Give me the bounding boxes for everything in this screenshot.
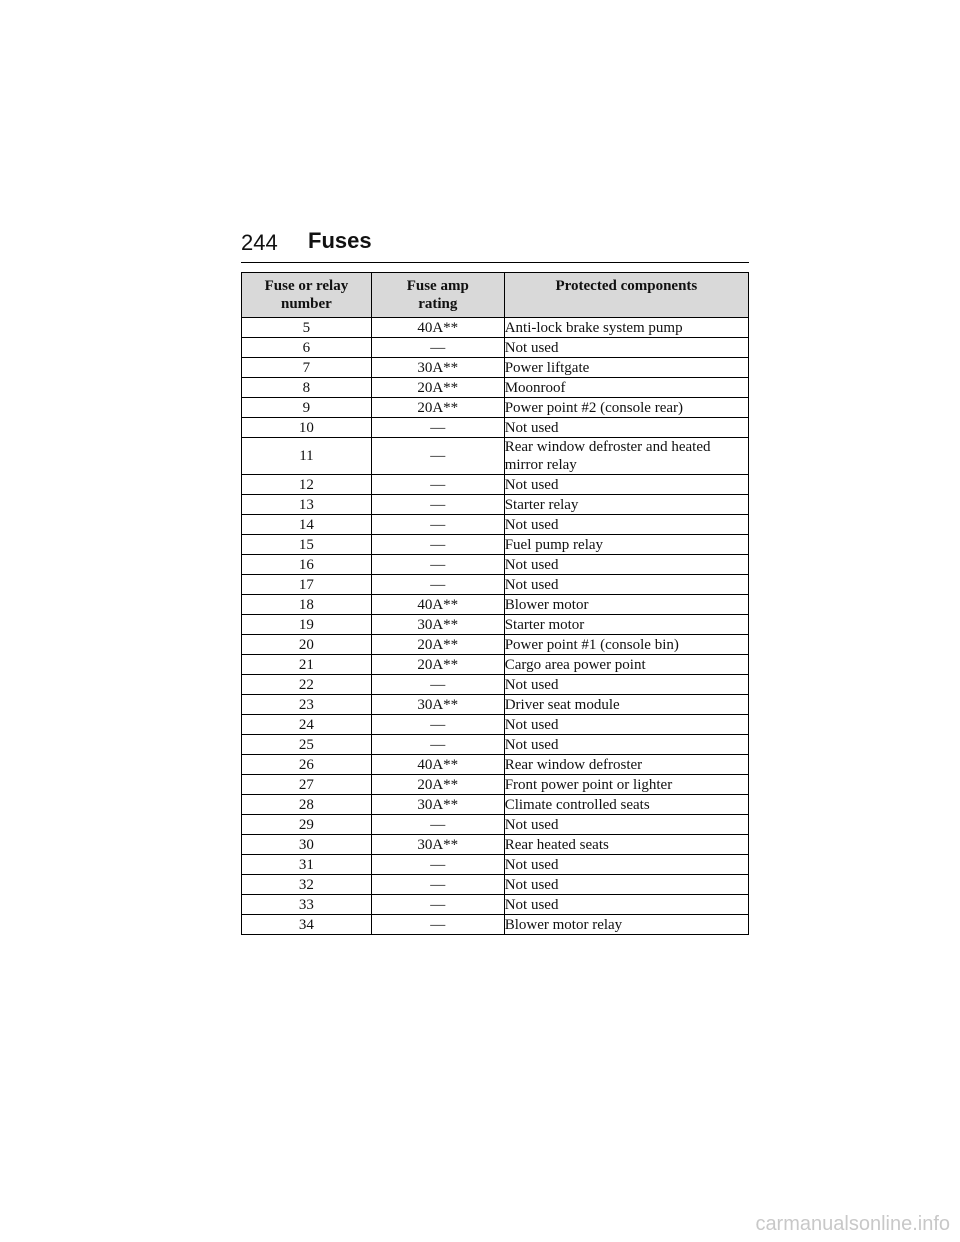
protected-component-cell: Anti-lock brake system pump xyxy=(504,318,748,338)
fuse-number-cell: 11 xyxy=(242,438,372,475)
amp-rating-cell: 20A** xyxy=(371,635,504,655)
amp-rating-cell: — xyxy=(371,495,504,515)
table-row xyxy=(242,318,749,338)
fuse-number-cell: 34 xyxy=(242,915,372,935)
protected-component-cell: Rear heated seats xyxy=(504,835,748,855)
protected-component-cell: Not used xyxy=(504,575,748,595)
table-row xyxy=(242,735,749,755)
protected-component-cell: Power liftgate xyxy=(504,358,748,378)
amp-rating-cell: 20A** xyxy=(371,398,504,418)
protected-component-cell: Not used xyxy=(504,715,748,735)
amp-rating-cell: — xyxy=(371,895,504,915)
table-row xyxy=(242,635,749,655)
column-header-amp-rating: Fuse amp rating xyxy=(371,273,504,318)
table-row xyxy=(242,815,749,835)
fuse-number-cell: 18 xyxy=(242,595,372,615)
page-number: 244 xyxy=(241,230,278,255)
amp-rating-cell: 40A** xyxy=(371,755,504,775)
protected-component-cell: Driver seat module xyxy=(504,695,748,715)
amp-rating-cell: — xyxy=(371,735,504,755)
protected-component-cell: Blower motor relay xyxy=(504,915,748,935)
table-row xyxy=(242,675,749,695)
table-row xyxy=(242,438,749,475)
amp-rating-cell: 40A** xyxy=(371,318,504,338)
fuse-number-cell: 21 xyxy=(242,655,372,675)
amp-rating-cell: — xyxy=(371,915,504,935)
protected-component-cell: Not used xyxy=(504,735,748,755)
protected-component-cell: Power point #2 (console rear) xyxy=(504,398,748,418)
fuse-number-cell: 10 xyxy=(242,418,372,438)
amp-rating-cell: — xyxy=(371,338,504,358)
table-row xyxy=(242,715,749,735)
amp-rating-cell: 30A** xyxy=(371,695,504,715)
amp-rating-cell: — xyxy=(371,815,504,835)
amp-rating-cell: — xyxy=(371,475,504,495)
fuse-number-cell: 12 xyxy=(242,475,372,495)
column-header-protected-components: Protected components xyxy=(504,273,748,318)
fuse-table xyxy=(241,272,749,935)
fuse-number-cell: 8 xyxy=(242,378,372,398)
amp-rating-cell: — xyxy=(371,875,504,895)
fuse-number-cell: 22 xyxy=(242,675,372,695)
table-row xyxy=(242,915,749,935)
amp-rating-cell: — xyxy=(371,855,504,875)
protected-component-cell: Climate controlled seats xyxy=(504,795,748,815)
fuse-number-cell: 33 xyxy=(242,895,372,915)
amp-rating-cell: 20A** xyxy=(371,775,504,795)
fuse-number-cell: 19 xyxy=(242,615,372,635)
protected-component-cell: Starter motor xyxy=(504,615,748,635)
protected-component-cell: Blower motor xyxy=(504,595,748,615)
fuse-number-cell: 7 xyxy=(242,358,372,378)
amp-rating-cell: — xyxy=(371,438,504,475)
protected-component-cell: Cargo area power point xyxy=(504,655,748,675)
table-row xyxy=(242,338,749,358)
protected-component-cell: Not used xyxy=(504,475,748,495)
table-row xyxy=(242,475,749,495)
fuse-number-cell: 26 xyxy=(242,755,372,775)
table-header-row xyxy=(242,273,749,318)
table-row xyxy=(242,655,749,675)
fuse-number-cell: 29 xyxy=(242,815,372,835)
amp-rating-cell: 30A** xyxy=(371,615,504,635)
protected-component-cell: Not used xyxy=(504,855,748,875)
amp-rating-cell: — xyxy=(371,575,504,595)
table-row xyxy=(242,895,749,915)
fuse-number-cell: 16 xyxy=(242,555,372,575)
protected-component-cell: Not used xyxy=(504,815,748,835)
table-row xyxy=(242,575,749,595)
amp-rating-cell: — xyxy=(371,715,504,735)
column-header-fuse-number: Fuse or relay number xyxy=(242,273,372,318)
fuse-number-cell: 14 xyxy=(242,515,372,535)
fuse-number-cell: 23 xyxy=(242,695,372,715)
amp-rating-cell: — xyxy=(371,535,504,555)
table-row xyxy=(242,755,749,775)
protected-component-cell: Not used xyxy=(504,418,748,438)
amp-rating-cell: 30A** xyxy=(371,795,504,815)
table-row xyxy=(242,535,749,555)
protected-component-cell: Not used xyxy=(504,338,748,358)
table-row xyxy=(242,555,749,575)
table-row xyxy=(242,695,749,715)
fuse-number-cell: 9 xyxy=(242,398,372,418)
table-row xyxy=(242,775,749,795)
table-row xyxy=(242,875,749,895)
fuse-number-cell: 27 xyxy=(242,775,372,795)
fuse-number-cell: 15 xyxy=(242,535,372,555)
fuse-number-cell: 24 xyxy=(242,715,372,735)
protected-component-cell: Power point #1 (console bin) xyxy=(504,635,748,655)
table-row xyxy=(242,358,749,378)
table-row xyxy=(242,795,749,815)
fuse-number-cell: 31 xyxy=(242,855,372,875)
fuse-number-cell: 30 xyxy=(242,835,372,855)
watermark: carmanualsonline.info xyxy=(755,1213,950,1235)
fuse-number-cell: 6 xyxy=(242,338,372,358)
fuse-number-cell: 32 xyxy=(242,875,372,895)
amp-rating-cell: 20A** xyxy=(371,655,504,675)
table-row xyxy=(242,495,749,515)
protected-component-cell: Front power point or lighter xyxy=(504,775,748,795)
amp-rating-cell: — xyxy=(371,675,504,695)
amp-rating-cell: 30A** xyxy=(371,358,504,378)
protected-component-cell: Rear window defroster xyxy=(504,755,748,775)
fuse-number-cell: 25 xyxy=(242,735,372,755)
amp-rating-cell: 20A** xyxy=(371,378,504,398)
protected-component-cell: Moonroof xyxy=(504,378,748,398)
table-row xyxy=(242,418,749,438)
protected-component-cell: Not used xyxy=(504,515,748,535)
table-row xyxy=(242,398,749,418)
protected-component-cell: Rear window defroster and heated mirror relay xyxy=(504,438,748,475)
protected-component-cell: Not used xyxy=(504,675,748,695)
table-row xyxy=(242,835,749,855)
amp-rating-cell: 40A** xyxy=(371,595,504,615)
section-title: Fuses xyxy=(308,228,372,253)
protected-component-cell: Not used xyxy=(504,555,748,575)
protected-component-cell: Not used xyxy=(504,895,748,915)
amp-rating-cell: — xyxy=(371,555,504,575)
amp-rating-cell: — xyxy=(371,418,504,438)
amp-rating-cell: 30A** xyxy=(371,835,504,855)
page-header xyxy=(241,228,749,263)
fuse-number-cell: 20 xyxy=(242,635,372,655)
protected-component-cell: Not used xyxy=(504,875,748,895)
fuse-number-cell: 13 xyxy=(242,495,372,515)
amp-rating-cell: — xyxy=(371,515,504,535)
fuse-number-cell: 28 xyxy=(242,795,372,815)
table-row xyxy=(242,378,749,398)
fuse-number-cell: 17 xyxy=(242,575,372,595)
protected-component-cell: Starter relay xyxy=(504,495,748,515)
table-row xyxy=(242,515,749,535)
table-row xyxy=(242,595,749,615)
protected-component-cell: Fuel pump relay xyxy=(504,535,748,555)
table-row xyxy=(242,615,749,635)
table-row xyxy=(242,855,749,875)
fuse-number-cell: 5 xyxy=(242,318,372,338)
fuse-rows xyxy=(242,318,749,935)
